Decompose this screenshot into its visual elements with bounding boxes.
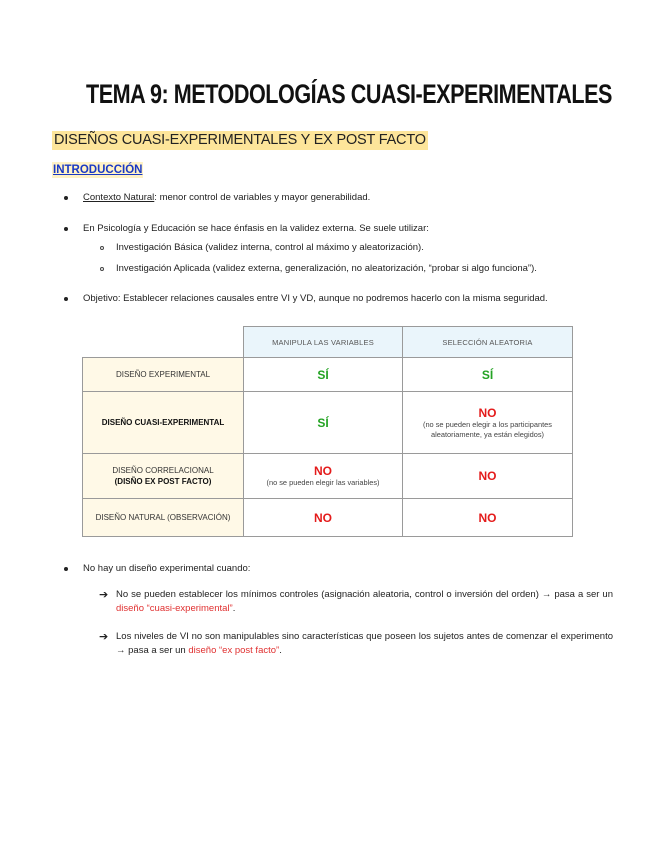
cell-experimental-seleccion: SÍ [403,358,573,392]
cell-cuasi-manipula: SÍ [244,392,403,454]
bullet-contexto-natural [83,191,370,205]
row-header-correlacional [83,454,244,499]
table-corner [83,327,244,358]
arrow-icon: ➔ [99,631,109,643]
bullet-dot [64,227,68,231]
sub-heading-introduccion: INTRODUCCIÓN [53,164,143,176]
bullet-objetivo: Objetivo: Establecer relaciones causales entre VI y VD, aunque no podremos hacerlo con la misma seguridad. [83,293,548,304]
sub-bullet-aplicada: Investigación Aplicada (validez externa, generalización, no aleatorización, “probar si algo funciona”). [116,263,537,274]
cell-value: NO [478,406,497,420]
term-contexto-natural: Contexto Natural [83,192,155,203]
bullet-no-hay-diseno: No hay un diseño experimental cuando: [83,563,251,574]
cell-note: (no se pueden elegir las variables) [266,478,380,488]
cell-natural-manipula: NO [244,499,403,537]
row-header-cuasi: DISEÑO CUASI-EXPERIMENTAL [83,392,244,454]
arrow-icon: ➔ [99,589,109,601]
bullet-dot [64,196,68,200]
conclusion-text: Los niveles de VI no son manipulables sino características que poseen los sujetos antes de comenzar el experimento → pasa a ser un [116,631,613,656]
bullet-dot [64,567,68,571]
highlight-ex-post-facto: diseño “ex post facto” [188,645,280,656]
sub-bullet-circle [100,246,104,250]
col-header-manipula: MANIPULA LAS VARIABLES [244,327,403,358]
conclusion-end: . [232,603,236,614]
row-label-line2: (DISÑO EX POST FACTO) [114,477,212,486]
cell-correlacional-seleccion: NO [403,454,573,499]
row-header-experimental: DISEÑO EXPERIMENTAL [83,358,244,392]
cell-experimental-manipula: SÍ [244,358,403,392]
design-comparison-table [82,326,573,537]
conclusion-text: No se pueden establecer los mínimos controles (asignación aleatoria, control o inversión del orden) → pasa a ser un [116,589,613,600]
conclusion-end: . [279,645,282,656]
row-header-natural: DISEÑO NATURAL (OBSERVACIÓN) [83,499,244,537]
sub-bullet-circle [100,267,104,271]
row-label-line1: DISEÑO CORRELACIONAL [112,466,214,475]
bullet-psicologia: En Psicología y Educación se hace énfasis en la validez externa. Se suele utilizar: [83,223,429,234]
bullet-dot [64,297,68,301]
sub-bullet-basica: Investigación Básica (validez interna, control al máximo y aleatorización). [116,242,424,253]
cell-note: (no se pueden elegir a los participantes aleatoriamente, ya están elegidos) [422,420,552,439]
cell-cuasi-seleccion [403,392,573,454]
conclusion-item-cuasi [116,588,613,616]
section-heading: DISEÑOS CUASI-EXPERIMENTALES Y EX POST FACTO [54,132,426,148]
bullet-text: : menor control de variables y mayor generabilidad. [154,192,371,203]
cell-correlacional-manipula [244,454,403,499]
conclusion-item-ex-post-facto [116,630,613,658]
cell-value: NO [314,464,332,479]
page-title: TEMA 9: METODOLOGÍAS CUASI-EXPERIMENTALES [86,79,612,109]
highlight-cuasi: diseño “cuasi-experimental” [116,603,233,614]
col-header-seleccion: SELECCIÓN ALEATORIA [403,327,573,358]
cell-natural-seleccion: NO [403,499,573,537]
